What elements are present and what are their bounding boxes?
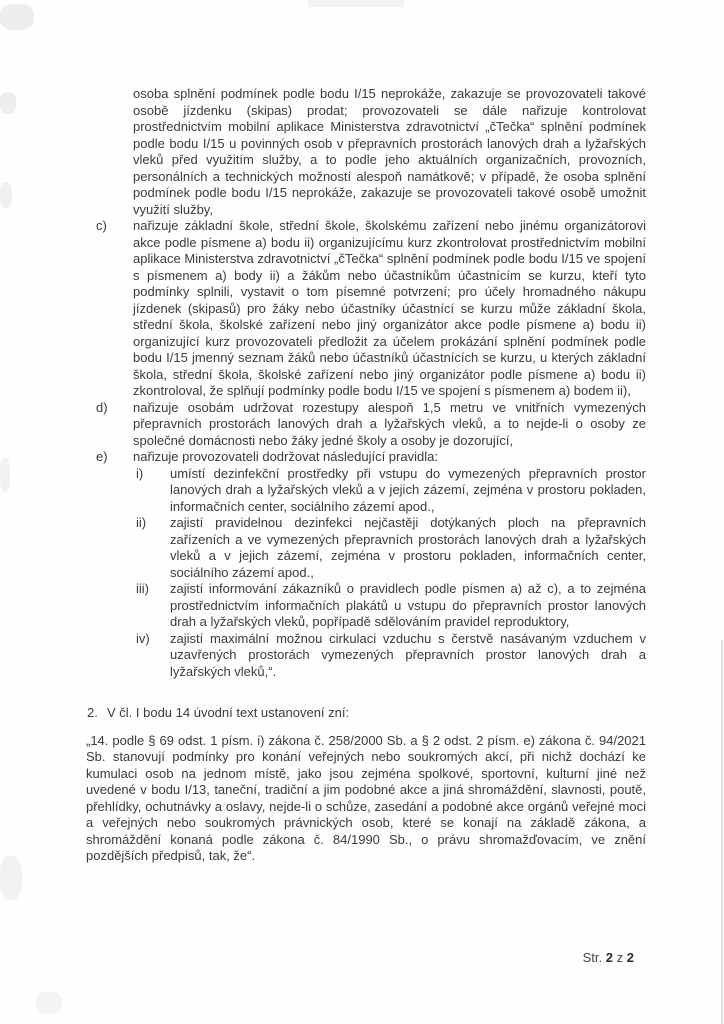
list-item-d bbox=[96, 400, 646, 450]
sublist-item-ii-text: zajistí pravidelnou dezinfekci nejčastěji dotýkaných ploch na přepravních zařízeních a ve vymezených přepravních prostorách lanových drah a lyžařských vleků a v jejich zázemí, zejména v prostoru pokladen, informačních center, sociálního zázemí apod., bbox=[170, 515, 646, 580]
numbered-item-2-text: V čl. I bodu 14 úvodní text ustanovení zní: bbox=[107, 705, 350, 720]
scan-smudge bbox=[0, 4, 34, 30]
sublist-item-ii bbox=[136, 515, 646, 581]
scan-smudge bbox=[36, 992, 62, 1014]
list-item-c bbox=[96, 218, 646, 400]
sublist-item-iv bbox=[136, 631, 646, 681]
quoted-provision-paragraph: „14. podle § 69 odst. 1 písm. i) zákona č. 258/2000 Sb. a § 2 odst. 2 písm. e) zákona č. 94/2021 Sb. stanovují podmínky pro konání veřejných nebo soukromých akcí, při nichž dochází ke kumulaci osob na jednom místě, jako jsou zejména spolkové, sportovní, kulturní jiné než uvedené v bodu I/13, taneční, tradiční a jim podobné akce a jiná shromáždění, slavnosti, poutě, přehlídky, ochutnávky a oslavy, nejde-li o schůze, zasedání a podobné akce orgánů veřejné moci a veřejných nebo soukromých právnických osob, které se konají na základě zákona, a shromáždění konaná podle zákona č. 84/1990 Sb., o právu shromažďovacím, ve znění pozdějších předpisů, tak, že“. bbox=[86, 732, 646, 863]
list-item-d-text: nařizuje osobám udržovat rozestupy alespoň 1,5 metru ve vnitřních vymezených přepravních prostorách lanových drah a lyžařských vleků, a to nejde-li o osoby ze společné domácnosti nebo žáky jedné školy a osoby je dozorující, bbox=[133, 399, 646, 448]
footer-prefix: Str. bbox=[582, 950, 603, 965]
list-item-c-text: nařizuje základní škole, střední škole, školskému zařízení nebo jinému organizátorovi akce podle písmene a) bodu ii) organizujícímu kurz zkontrolovat prostřednictvím mobilní aplikace Ministerstva zdravotnictví „čTečka“ splnění podmínek podle bodu I/15 ve spojení s písmenem a) body ii) a žákům nebo účastníkům účastnícím se kurzu, kteří tyto podmínky splnili, vystavit o tom písemné potvrzení; pro účely hromadného nákupu jízdenek (skipasů) pro žáky nebo účastníky účastnící se kurzu může základní škola, střední škola, školské zařízení nebo jiný organizátor akce podle písmene a) bodu ii) organizující kurz provozovateli předložit za účelem prokázání splnění podmínek podle bodu I/15 jmenný seznam žáků nebo účastníků účastnících se kurzu, u kterých základní škola, střední škola, školské zařízení nebo jiný organizátor podle písmene a) bodu ii) zkontroloval, že splňují podmínky podle bodu I/15 ve spojení s písmenem a) bodem ii), bbox=[133, 218, 646, 398]
sublist-item-iv-text: zajistí maximální možnou cirkulaci vzduchu s čerstvě nasávaným vzduchem v uzavřených prostorách vymezených přepravních prostor lanových drah a lyžařských vleků,“. bbox=[170, 630, 646, 679]
list-item-e bbox=[96, 449, 646, 466]
sublist-item-i bbox=[136, 466, 646, 516]
sublist-marker-ii: ii) bbox=[136, 515, 147, 530]
footer-separator: z bbox=[616, 950, 624, 965]
footer-current-page: 2 bbox=[605, 950, 614, 965]
list-marker-c: c) bbox=[96, 218, 107, 233]
sublist-item-iii-text: zajistí informování zákazníků o pravidlech podle písmen a) až c), a to zejména prostřednictvím informačních plakátů u vstupu do přepravních prostor lanových drah a lyžařských vleků, popřípadě sdělováním pravidel reproduktory, bbox=[170, 581, 646, 629]
sublist-marker-i: i) bbox=[136, 465, 144, 481]
page-footer bbox=[0, 950, 634, 967]
numbered-item-2 bbox=[87, 705, 657, 722]
footer-total-pages: 2 bbox=[626, 950, 634, 965]
paragraph-continuation-item-b: osoba splnění podmínek podle bodu I/15 neprokáže, zakazuje se provozovateli takové osobě jízdenku (skipas) prodat; provozovateli se dále nařizuje kontrolovat prostřednictvím mobilní aplikace Ministerstva zdravotnictví „čTečka“ splnění podmínek podle bodu I/15 u povinných osob v přepravních prostorách lanových drah a lyžařských vleků před využitím služby, a to podle jeho aktuálních organizačních, provozních, personálních a technických možností alespoň namátkově; v případě, že osoba splnění podmínek podle bodu I/15 neprokáže, zakazuje se provozovateli takové osobě umožnit využití služby, bbox=[133, 86, 646, 217]
numbered-item-2-marker: 2. bbox=[87, 705, 98, 720]
list-marker-d: d) bbox=[96, 399, 108, 415]
sublist-marker-iii: iii) bbox=[136, 581, 149, 596]
list-item-e-text: nařizuje provozovateli dodržovat následující pravidla: bbox=[133, 449, 438, 464]
document-content bbox=[0, 86, 724, 865]
sublist-marker-iv: iv) bbox=[136, 630, 150, 646]
scan-smudge bbox=[308, 0, 404, 7]
sublist-item-i-text: umístí dezinfekční prostředky při vstupu do vymezených přepravních prostor lanových drah a lyžařských vleků a v jejich zázemí, zejména v prostoru pokladen, informačních center, sociálního zázemí apod., bbox=[170, 465, 646, 514]
sublist-item-iii bbox=[136, 581, 646, 631]
list-marker-e: e) bbox=[96, 449, 108, 464]
